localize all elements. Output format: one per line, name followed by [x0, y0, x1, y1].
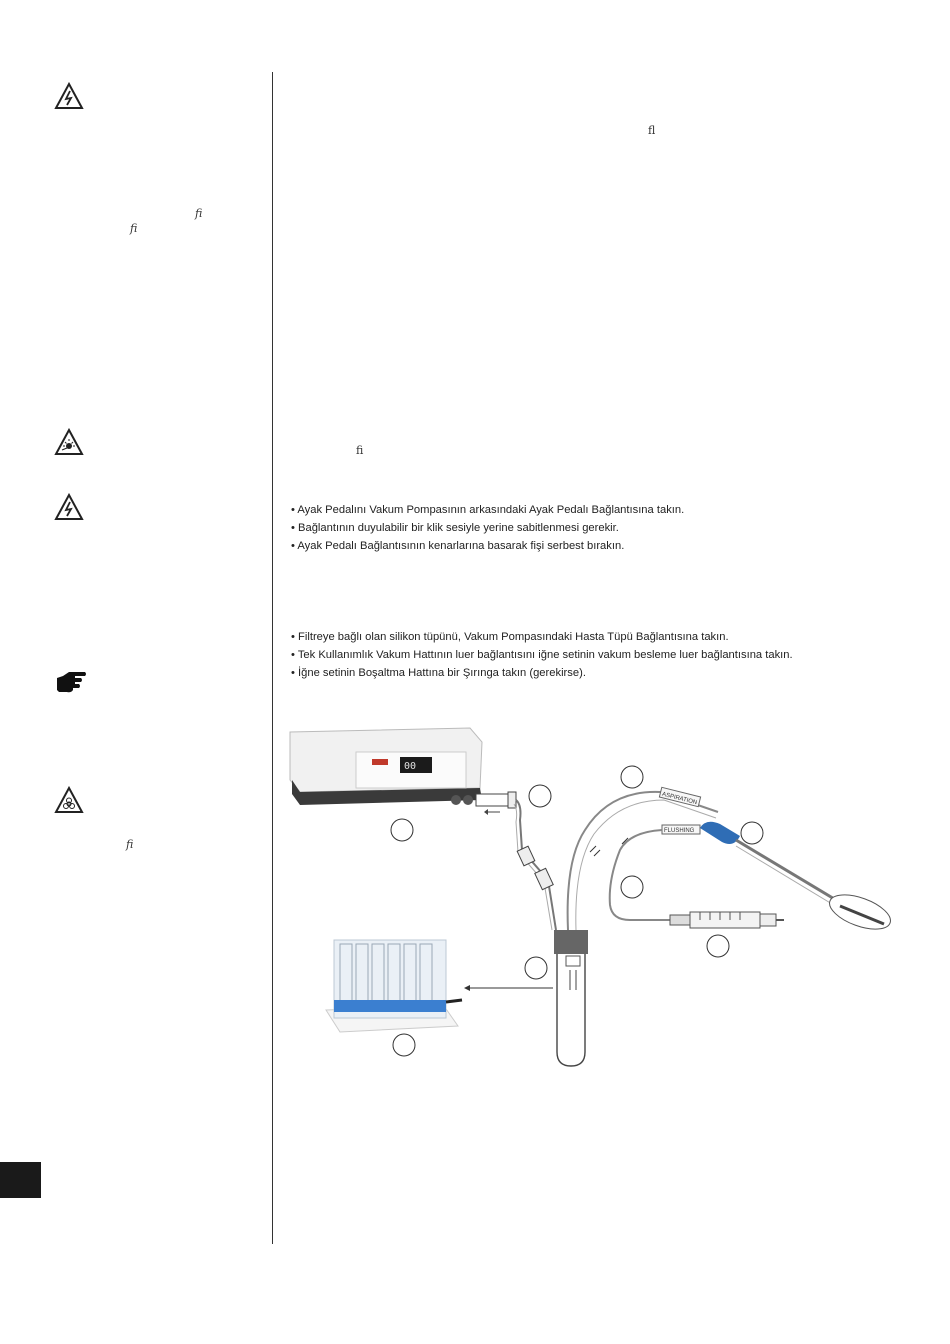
ligature-glyph: ﬁ — [130, 222, 138, 235]
ligature-glyph: ﬁ — [195, 207, 203, 220]
ligature-glyph: ﬁ — [356, 444, 364, 457]
setup-diagram — [285, 720, 910, 1080]
page-tab-marker — [0, 1162, 41, 1198]
list-item: • İğne setinin Boşaltma Hattına bir Şırınga takın (gerekirse). — [291, 667, 586, 679]
list-item: • Ayak Pedalı Bağlantısının kenarlarına basarak fişi serbest bırakın. — [291, 540, 625, 552]
high-voltage-warning-icon — [54, 493, 84, 521]
biohazard-icon — [54, 786, 84, 814]
ligature-glyph: ﬂ — [648, 124, 656, 137]
pump-display-readout: 00 — [404, 761, 417, 772]
vacuum-pump — [290, 728, 482, 805]
tubing-steps — [291, 628, 793, 682]
pointing-hand-note-icon — [55, 668, 87, 694]
high-voltage-warning-icon — [54, 82, 84, 110]
ligature-glyph: ﬁ — [126, 838, 134, 851]
aspiration-line-label: ASPIRATION — [661, 791, 698, 807]
foot-pedal-steps — [291, 501, 684, 555]
flushing-line-label: FLUSHING — [664, 828, 695, 834]
syringe — [670, 912, 784, 928]
list-item: • Tek Kullanımlık Vakum Hattının luer bağlantısını iğne setinin vakum besleme luer bağlantısına takın. — [291, 649, 793, 661]
column-divider — [272, 72, 273, 1244]
list-item: • Ayak Pedalını Vakum Pompasının arkasındaki Ayak Pedalı Bağlantısına takın. — [291, 504, 685, 516]
laser-hazard-icon — [54, 428, 84, 456]
list-item: • Filtreye bağlı olan silikon tüpünü, Vakum Pompasındaki Hasta Tüpü Bağlantısına takın. — [291, 631, 729, 643]
tube-rack — [326, 940, 462, 1032]
list-item: • Bağlantının duyulabilir bir klik sesiyle yerine sabitlenmesi gerekir. — [291, 522, 619, 534]
